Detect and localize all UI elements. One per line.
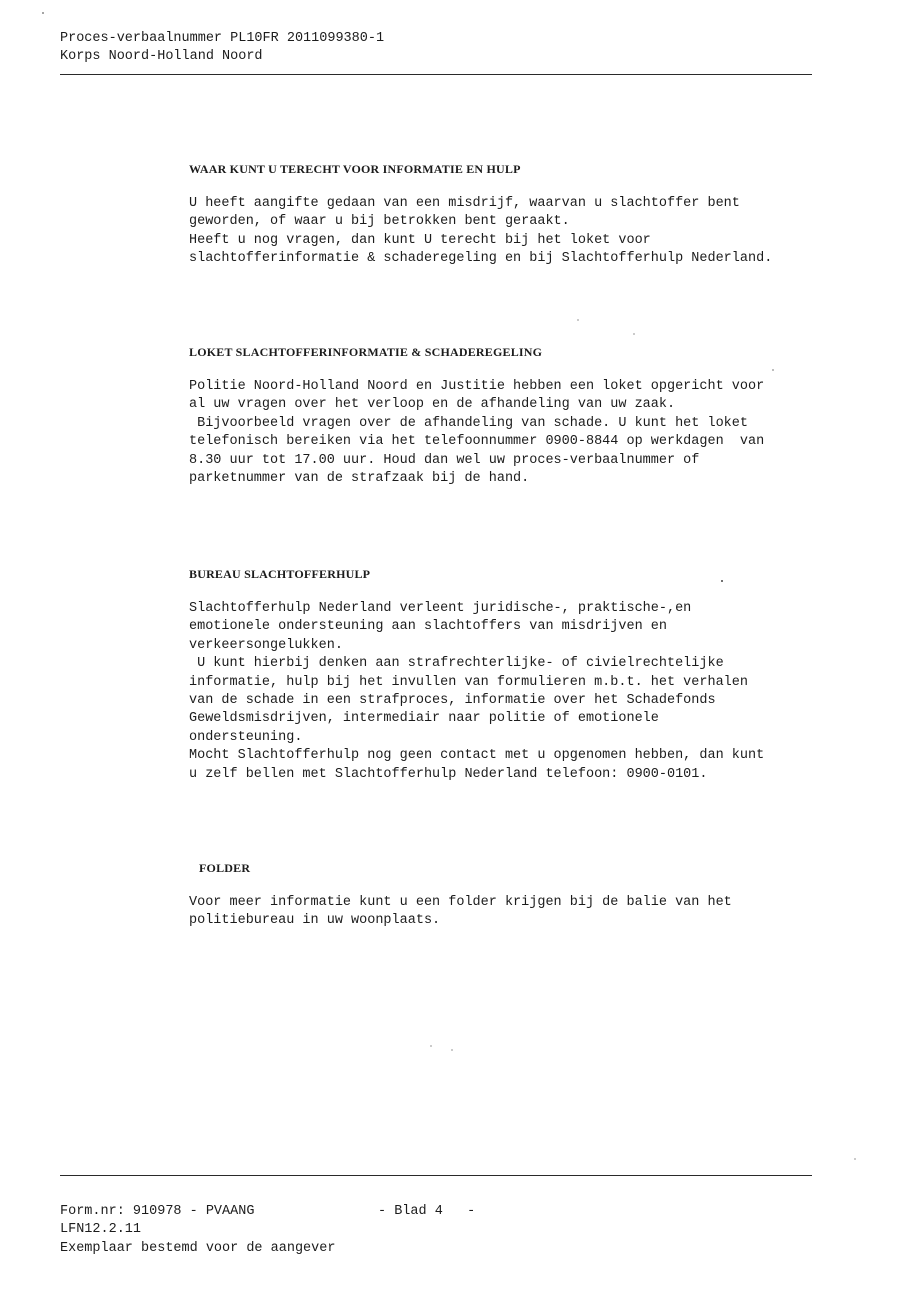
scan-speck	[42, 12, 44, 14]
scan-speck	[430, 1045, 432, 1047]
section-victim-desk	[189, 344, 829, 488]
section-body: Politie Noord-Holland Noord en Justitie hebben een loket opgericht voor al uw vragen over het verloop en de afhandeling van uw zaak. Bijvoorbeeld vragen over de afhandeling van schade. U kunt het loket telefonisch bereiken via het telefoonnummer 0900-8844 op werkdagen van 8.30 uur tot 17.00 uur. Houd dan wel uw proces-verbaalnummer of parketnummer van de strafzaak bij de hand.	[189, 379, 765, 487]
page-indicator: - Blad 4 -	[378, 1204, 476, 1219]
section-information-help	[189, 161, 829, 269]
section-body: Voor meer informatie kunt u een folder krijgen bij de balie van het politiebureau in uw woonplaats.	[189, 895, 732, 929]
scan-speck	[577, 319, 579, 321]
scan-speck	[721, 580, 723, 582]
section-body: U heeft aangifte gedaan van een misdrijf, waarvan u slachtoffer bent geworden, of waar u bij betrokken bent geraakt. Heeft u nog vragen, dan kunt U terecht bij het loket voor slachtofferinformatie & schaderegeling en bij Slachtofferhulp Nederland.	[189, 196, 773, 267]
form-code: LFN12.2.11	[60, 1222, 142, 1238]
section-heading: BUREAU SLACHTOFFERHULP	[189, 567, 371, 581]
scan-speck	[633, 333, 635, 335]
form-number: Form.nr: 910978 - PVAANG	[60, 1204, 255, 1219]
footer-divider	[60, 1175, 812, 1176]
pv-number: Proces-verbaalnummer PL10FR 2011099380-1	[60, 31, 385, 46]
scan-speck	[772, 369, 774, 371]
copy-note: Exemplaar bestemd voor de aangever	[60, 1240, 336, 1256]
header-divider	[60, 74, 812, 75]
section-victim-support	[189, 566, 829, 784]
section-folder	[189, 860, 829, 931]
document-footer	[60, 1203, 335, 1258]
section-heading: LOKET SLACHTOFFERINFORMATIE & SCHADEREGELING	[189, 345, 543, 359]
section-heading: FOLDER	[199, 861, 251, 875]
scan-speck	[451, 1049, 453, 1051]
scan-speck	[854, 1158, 856, 1160]
police-corps: Korps Noord-Holland Noord	[60, 49, 263, 64]
document-header	[60, 30, 384, 66]
section-body: Slachtofferhulp Nederland verleent juridische-, praktische-,en emotionele ondersteuning aan slachtoffers van misdrijven en verkeersongelukken. U kunt hierbij denken aan strafrechterlijke- of civielrechtelijke informatie, hulp bij het invullen van formulieren m.b.t. het verhalen van de schade in een strafproces, informatie over het Schadefonds Geweldsmisdrijven, intermediair naar politie of emotionele ondersteuning. Mocht Slachtofferhulp nog geen contact met u opgenomen hebben, dan kunt u zelf bellen met Slachtofferhulp Nederland telefoon: 0900-0101.	[189, 601, 765, 782]
section-heading: WAAR KUNT U TERECHT VOOR INFORMATIE EN HULP	[189, 162, 521, 176]
